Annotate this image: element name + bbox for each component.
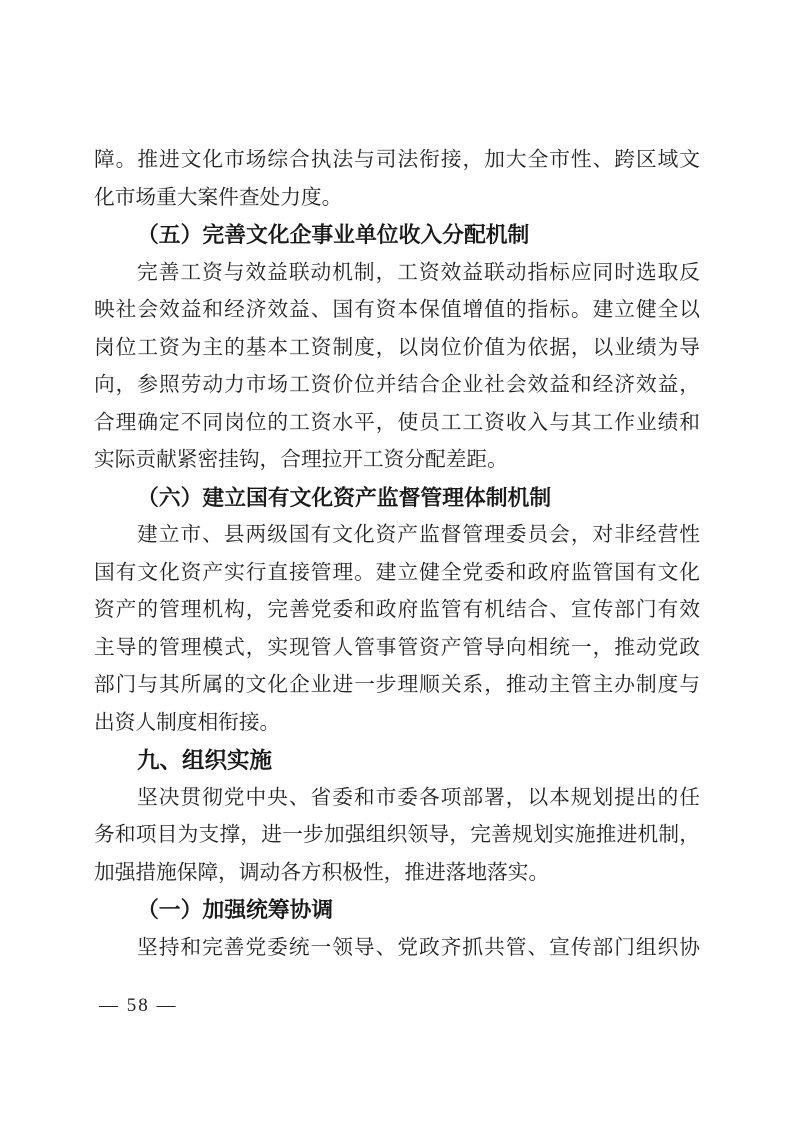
- text-line: 部门与其所属的文化企业进一步理顺关系，推动主管主办制度与: [94, 674, 700, 696]
- text-line: 岗位工资为主的基本工资制度，以岗位价值为依据，以业绩为导: [94, 336, 700, 359]
- heading-line: （五）完善文化企事业单位收入分配机制: [137, 223, 530, 247]
- text-line: 实际贡献紧密挂钩，合理拉开工资分配差距。: [94, 449, 508, 471]
- text-line: 映社会效益和经济效益、国有资本保值增值的指标。建立健全以: [94, 299, 700, 321]
- text-line: 坚持和完善党委统一领导、党政齐抓共管、宣传部门组织协: [137, 936, 700, 959]
- text-line: 完善工资与效益联动机制，工资效益联动指标应同时选取反: [137, 261, 700, 284]
- text-line: 加强措施保障，调动各方积极性，推进落地落实。: [94, 861, 550, 884]
- heading-line: （六）建立国有文化资产监督管理体制机制: [137, 485, 552, 510]
- text-line: 资产的管理机构，完善党委和政府监管有机结合、宣传部门有效: [94, 599, 700, 621]
- text-line: 务和项目为支撑，进一步加强组织领导，完善规划实施推进机制，: [94, 824, 700, 846]
- page-number: — 58 —: [99, 995, 178, 1016]
- text-line: 建立市、县两级国有文化资产监督管理委员会，对非经营性: [137, 524, 700, 546]
- text-line: 出资人制度相衔接。: [94, 711, 281, 734]
- text-line: 主导的管理模式，实现管人管事管资产管导向相统一，推动党政: [94, 636, 700, 659]
- text-line: 坚决贯彻党中央、省委和市委各项部署，以本规划提出的任: [137, 786, 700, 809]
- document-body: [94, 142, 700, 967]
- text-line: 合理确定不同岗位的工资水平，使员工工资收入与其工作业绩和: [94, 411, 700, 434]
- heading-line: （一）加强统筹协调: [137, 898, 334, 922]
- text-line: 向，参照劳动力市场工资价位并结合企业社会效益和经济效益，: [94, 374, 700, 396]
- heading-line: 九、组织实施: [137, 748, 273, 773]
- text-line: 国有文化资产实行直接管理。建立健全党委和政府监管国有文化: [94, 561, 700, 584]
- text-line: 化市场重大案件查处力度。: [94, 186, 343, 209]
- text-line: 障。推进文化市场综合执法与司法衔接，加大全市性、跨区域文: [94, 149, 700, 171]
